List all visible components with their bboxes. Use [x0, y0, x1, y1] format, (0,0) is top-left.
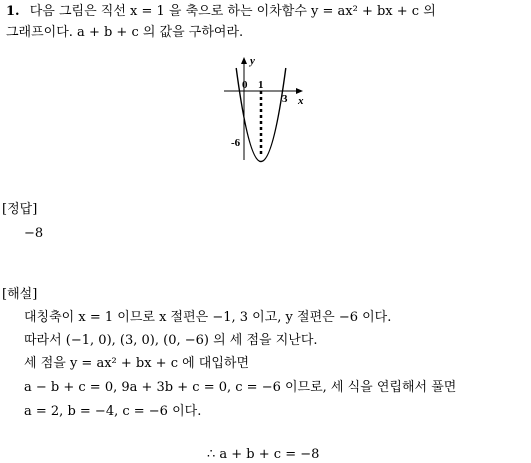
problem-text-1: 다음 그림은 직선 x = 1 을 축으로 하는 이차함수 y = ax² + bx + c 의	[29, 4, 436, 19]
solution-heading: [해설]	[2, 287, 38, 302]
solution-line: a = 2, b = −4, c = −6 이다.	[24, 404, 202, 419]
answer-value: −8	[24, 226, 44, 241]
origin-label: 0	[242, 79, 248, 91]
x-axis-arrow	[296, 88, 303, 94]
solution-conclusion: ∴ a + b + c = −8	[207, 447, 320, 462]
y-intercept-label: -6	[231, 137, 241, 149]
y-axis-arrow	[241, 57, 247, 64]
solution-line: 대칭축이 x = 1 이므로 x 절편은 −1, 3 이고, y 절편은 −6 이다.	[24, 310, 392, 325]
solution-line: a − b + c = 0, 9a + 3b + c = 0, c = −6 이므로, 세 식을 연립해서 풀면	[24, 380, 457, 395]
problem-number: 1.	[6, 4, 20, 19]
solution-line: 세 점을 y = ax² + bx + c 에 대입하면	[24, 356, 250, 371]
x-axis-label: x	[298, 95, 304, 107]
problem-text-2: 그래프이다. a + b + c 의 값을 구하여라.	[6, 25, 244, 40]
answer-heading: [정답]	[2, 202, 38, 217]
x-intercept-label: 3	[282, 93, 288, 105]
y-axis-label: y	[250, 55, 255, 67]
solution-line: 따라서 (−1, 0), (3, 0), (0, −6) 의 세 점을 지난다.	[24, 333, 318, 348]
axis-line-label: 1	[258, 79, 264, 91]
